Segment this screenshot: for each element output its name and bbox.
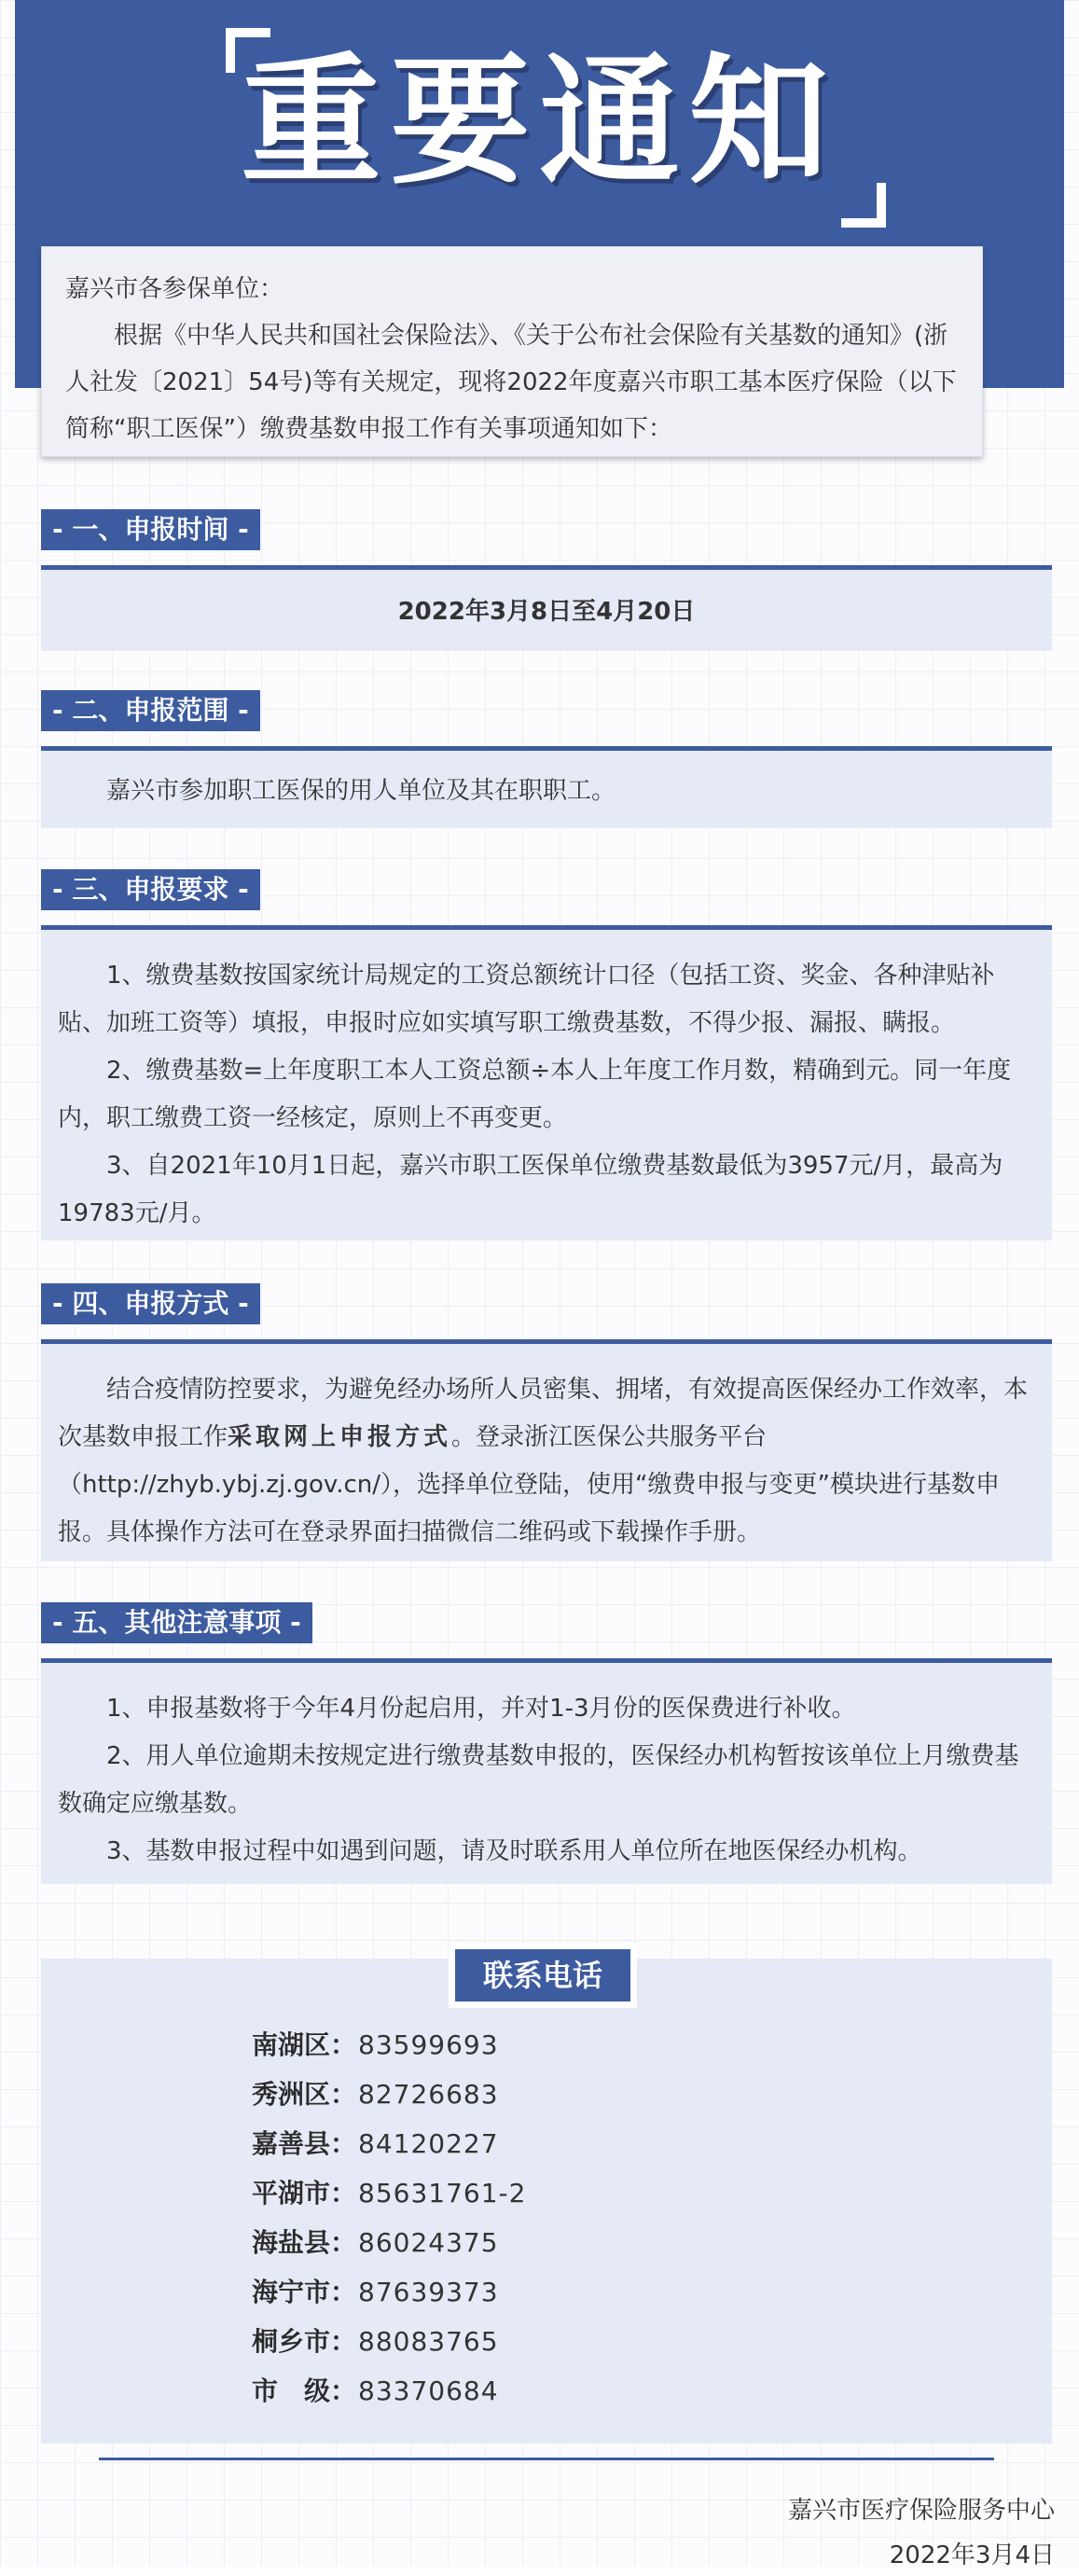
phone-number: 86024375	[358, 2227, 499, 2258]
intro-greeting: 嘉兴市各参保单位：	[65, 275, 284, 303]
section-panel-scope	[41, 746, 1052, 828]
note-item: 1、申报基数将于今年4月份起启用，并对1-3月份的医保费进行补收。	[106, 1695, 856, 1723]
phone-area: 市 级：	[252, 2375, 357, 2406]
page-title: 重要通知	[241, 39, 838, 203]
footer-date: 2022年3月4日	[889, 2541, 1055, 2569]
phone-area: 海盐县：	[252, 2227, 357, 2258]
intro-body: 根据《中华人民共和国社会保险法》、《关于公布社会保险有关基数的通知》(浙人社发〔2021〕54号)等有关规定，现将2022年度嘉兴市职工基本医疗保险（以下简称“职工医保”）缴费基数申报工作有关事项通知如下：	[65, 322, 957, 443]
phone-area: 桐乡市：	[252, 2326, 357, 2357]
note-item: 3、基数申报过程中如遇到问题，请及时联系用人单位所在地医保经办机构。	[106, 1837, 922, 1865]
contact-title: 联系电话	[455, 1949, 630, 2001]
requirement-item: 1、缴费基数按国家统计局规定的工资总额统计口径（包括工资、奖金、各种津贴补贴、加班工资等）填报，申报时应如实填写职工缴费基数，不得少报、漏报、瞒报。	[58, 962, 995, 1037]
phone-area: 平湖市：	[252, 2178, 357, 2209]
section-panel-time	[41, 565, 1052, 651]
section-title-method: - 四、申报方式 -	[41, 1283, 260, 1324]
section-scope-text: 嘉兴市参加职工医保的用人单位及其在职职工。	[106, 777, 616, 805]
section-title-notes: - 五、其他注意事项 -	[41, 1602, 312, 1643]
phone-area: 海宁市：	[252, 2277, 357, 2307]
phone-row	[252, 2269, 499, 2316]
section-panel-notes	[41, 1658, 1052, 1884]
phone-number: 83370684	[358, 2375, 499, 2406]
phone-number: 87639373	[358, 2277, 499, 2307]
phone-row	[252, 2022, 499, 2069]
section-title-requirements: - 三、申报要求 -	[41, 869, 260, 910]
section-time-text: 2022年3月8日至4月20日	[397, 598, 696, 626]
method-text-emphasis: 采取网上申报方式	[228, 1423, 452, 1451]
section-title-scope: - 二、申报范围 -	[41, 690, 260, 731]
section-title-time: - 一、申报时间 -	[41, 509, 260, 550]
phone-number: 84120227	[358, 2128, 499, 2159]
phone-row	[252, 2368, 499, 2415]
contact-panel	[41, 1959, 1052, 2444]
phone-row	[252, 2121, 499, 2167]
phone-area: 秀洲区：	[252, 2079, 357, 2110]
section-panel-method	[41, 1339, 1052, 1561]
phone-row	[252, 2319, 499, 2365]
divider	[99, 2458, 994, 2460]
phone-row	[252, 2071, 499, 2118]
phone-area: 南湖区：	[252, 2029, 357, 2060]
phone-area: 嘉善县：	[252, 2128, 357, 2159]
note-item: 2、用人单位逾期未按规定进行缴费基数申报的，医保经办机构暂按该单位上月缴费基数确定应缴基数。	[58, 1742, 1019, 1818]
phone-number: 82726683	[358, 2079, 499, 2110]
phone-row	[252, 2170, 526, 2217]
requirement-item: 3、自2021年10月1日起，嘉兴市职工医保单位缴费基数最低为3957元/月，最高为19783元/月。	[58, 1152, 1003, 1227]
phone-number: 88083765	[358, 2326, 499, 2357]
phone-number: 85631761-2	[358, 2178, 527, 2209]
section-panel-requirements	[41, 925, 1052, 1240]
intro-box	[41, 246, 983, 457]
phone-row	[252, 2220, 499, 2266]
phone-number: 83599693	[358, 2029, 499, 2060]
method-text-after: 。登录浙江医保公共服务平台（http://zhyb.ybj.zj.gov.cn/），选择单位登陆，使用“缴费申报与变更”模块进行基数申报。具体操作方法可在登录界面扫描微信二维码或下载操作手册。	[58, 1423, 1000, 1546]
method-text	[58, 1366, 1035, 1557]
method-text-before: 结合疫情防控要求，为避免经办场所人员密集、拥堵，有效提高医保经办工作效率，本次基数申报工作	[58, 1376, 1029, 1451]
footer-org: 嘉兴市医疗保险服务中心	[787, 2497, 1055, 2525]
requirement-item: 2、缴费基数=上年度职工本人工资总额÷本人上年度工作月数，精确到元。同一年度内，职工缴费工资一经核定，原则上不再变更。	[58, 1057, 1012, 1132]
